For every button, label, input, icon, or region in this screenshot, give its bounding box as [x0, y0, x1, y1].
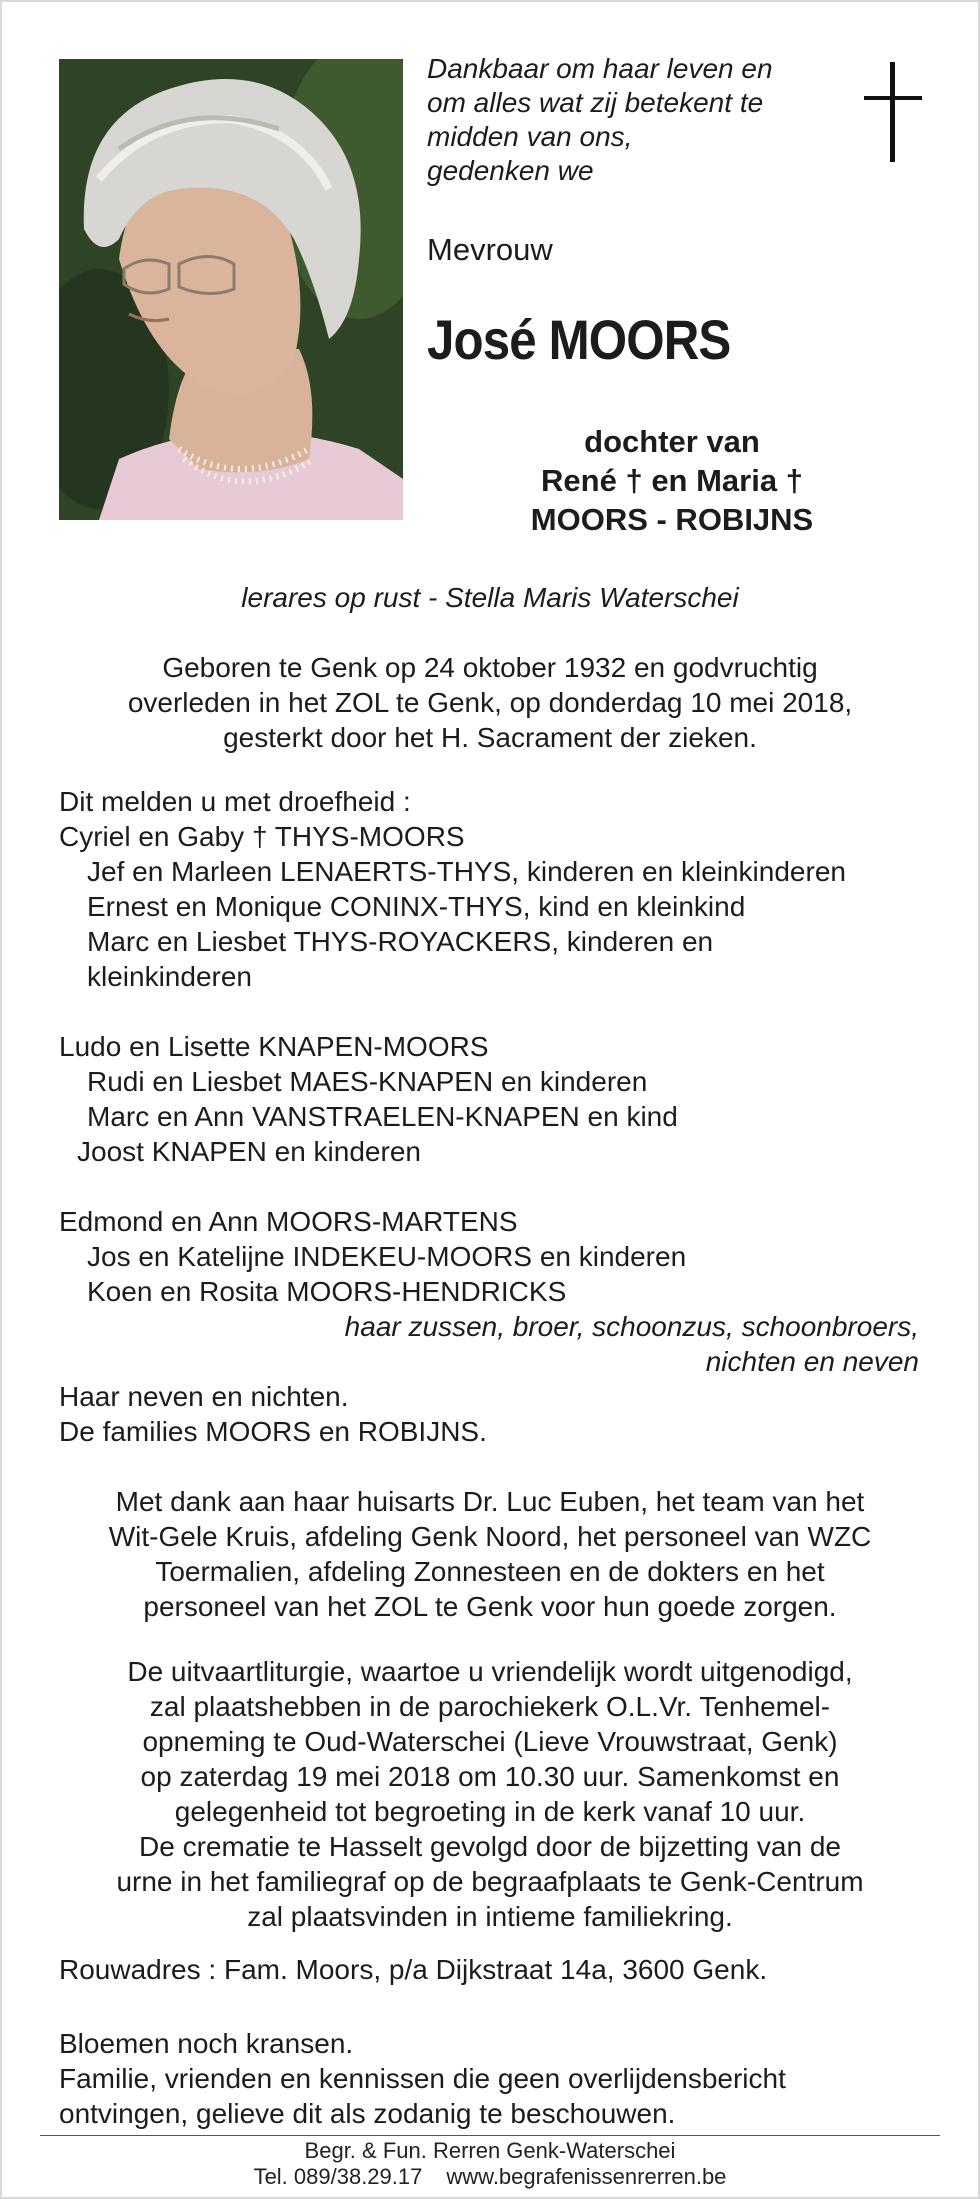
intro-line: gedenken we [427, 155, 594, 186]
salutation: Mevrouw [427, 232, 553, 267]
website-link[interactable]: www.begrafenissenrerren.be [446, 2164, 727, 2189]
liturgy-line: zal plaatshebben in de parochiekerk O.L.Vr. Tenhemel- [149, 1691, 831, 1722]
family-member: Ernest en Monique CONINX-THYS, kind en kleinkind [87, 891, 746, 922]
thanks-line: Met dank aan haar huisarts Dr. Luc Euben, het team van het [115, 1486, 865, 1517]
family-intro: Dit melden u met droefheid : [59, 786, 411, 817]
flowers-line: Familie, vrienden en kennissen die geen overlijdensbericht [59, 2063, 786, 2094]
announcement [42, 650, 938, 755]
intro-line: om alles wat zij betekent te [427, 87, 764, 118]
flowers-notice [59, 2026, 939, 2131]
liturgy-line: De uitvaartliturgie, waartoe u vriendelijk wordt uitgenodigd, [127, 1656, 853, 1687]
family-list [59, 784, 929, 1449]
liturgy-line: De crematie te Hasselt gevolgd door de bijzetting van de [139, 1831, 841, 1862]
announcement-line: Geboren te Genk op 24 oktober 1932 en godvruchtig [162, 652, 818, 683]
family-member: Marc en Liesbet THYS-ROYACKERS, kinderen en [87, 926, 714, 957]
thanks-line: Toermalien, afdeling Zonnesteen en de dokters en het [155, 1556, 825, 1587]
relation-line: haar zussen, broer, schoonzus, schoonbroers, [344, 1311, 919, 1342]
family-member: Marc en Ann VANSTRAELEN-KNAPEN en kind [87, 1101, 678, 1132]
liturgy-line: op zaterdag 19 mei 2018 om 10.30 uur. Samenkomst en [140, 1761, 840, 1792]
announcement-line: gesterkt door het H. Sacrament der zieken. [223, 722, 757, 753]
thanks-line: Wit-Gele Kruis, afdeling Genk Noord, het personeel van WZC [108, 1521, 872, 1552]
family-head: Ludo en Lisette KNAPEN-MOORS [59, 1031, 489, 1062]
funeral-home-name: Begr. & Fun. Rerren Genk-Waterschei [304, 2138, 676, 2163]
parents-line: dochter van [584, 424, 760, 459]
family-head: Cyriel en Gaby † THYS-MOORS [59, 821, 465, 852]
intro-line: midden van ons, [427, 121, 633, 152]
funeral-home-footer [2, 2138, 978, 2190]
relation-line: nichten en neven [705, 1346, 919, 1377]
flowers-line: Bloemen noch kransen. [59, 2028, 354, 2059]
mourning-address: Rouwadres : Fam. Moors, p/a Dijkstraat 14a, 3600 Genk. [59, 1954, 768, 1985]
family-member: Koen en Rosita MOORS-HENDRICKS [87, 1276, 567, 1307]
family-member: Jos en Katelijne INDEKEU-MOORS en kinderen [87, 1241, 687, 1272]
cross-icon [864, 62, 922, 162]
liturgy-line: gelegenheid tot begroeting in de kerk vanaf 10 uur. [174, 1796, 806, 1827]
thanks-block [42, 1484, 938, 1624]
family-member: kleinkinderen [87, 961, 252, 992]
phone-number: Tel. 089/38.29.17 [253, 2164, 423, 2189]
intro-line: Dankbaar om haar leven en [427, 53, 773, 84]
contact-line [2, 2164, 978, 2190]
intro-verse [427, 52, 827, 188]
liturgy-block [42, 1654, 938, 1934]
family-member: Jef en Marleen LENAERTS-THYS, kinderen en kleinkinderen [87, 856, 846, 887]
announcement-line: overleden in het ZOL te Genk, op donderdag 10 mei 2018, [127, 687, 853, 718]
parents-block [422, 422, 922, 539]
flowers-line: ontvingen, gelieve dit als zodanig te beschouwen. [59, 2098, 676, 2129]
parents-line: MOORS - ROBIJNS [530, 502, 814, 537]
extra-relatives: De families MOORS en ROBIJNS. [59, 1416, 487, 1447]
portrait-illustration [59, 59, 403, 520]
extra-relatives: Haar neven en nichten. [59, 1381, 349, 1412]
thanks-line: personeel van het ZOL te Genk voor hun goede zorgen. [143, 1591, 837, 1622]
family-member: Rudi en Liesbet MAES-KNAPEN en kinderen [87, 1066, 648, 1097]
profession: lerares op rust - Stella Maris Waterschei [241, 582, 739, 613]
liturgy-line: opneming te Oud-Waterschei (Lieve Vrouwstraat, Genk) [142, 1726, 838, 1757]
parents-line: René † en Maria † [541, 463, 803, 498]
footer-divider [40, 2135, 940, 2136]
portrait-photo [59, 59, 403, 520]
liturgy-line: urne in het familiegraf op de begraafplaats te Genk-Centrum [116, 1866, 864, 1897]
liturgy-line: zal plaatsvinden in intieme familiekring. [247, 1901, 733, 1932]
family-head: Edmond en Ann MOORS-MARTENS [59, 1206, 518, 1237]
deceased-name: José MOORS [427, 308, 731, 371]
family-member: Joost KNAPEN en kinderen [77, 1136, 421, 1167]
